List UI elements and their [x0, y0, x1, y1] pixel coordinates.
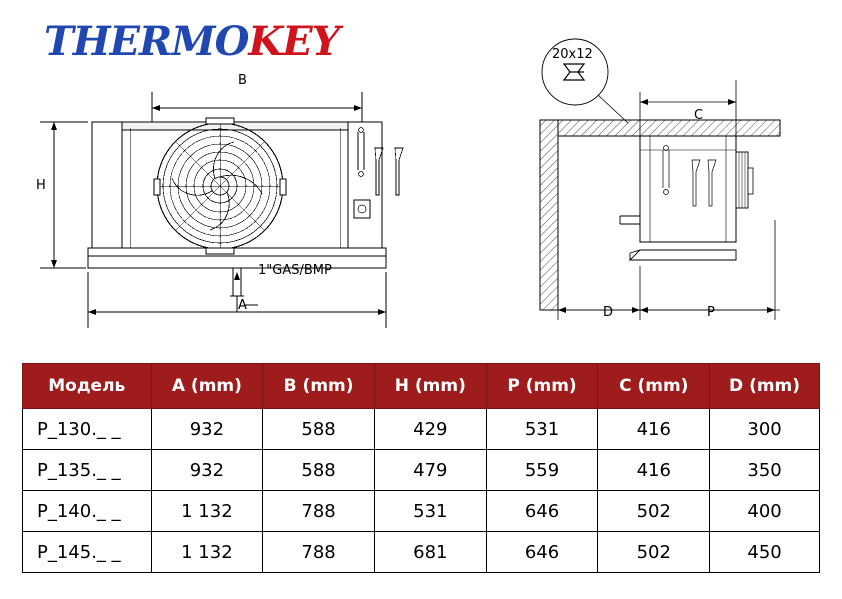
column-header-h: H (mm) [374, 364, 486, 409]
cell-c: 502 [598, 491, 710, 532]
cell-h: 429 [374, 409, 486, 450]
dimension-label-d: D [603, 305, 614, 320]
side-view-svg [510, 20, 840, 350]
table-header-row [23, 364, 820, 409]
detail-label-20x12: 20x12 [552, 47, 593, 62]
column-header-d: D (mm) [710, 364, 820, 409]
cell-d: 400 [710, 491, 820, 532]
cell-a: 932 [151, 450, 263, 491]
cell-p: 646 [486, 491, 598, 532]
cell-c: 416 [598, 450, 710, 491]
cell-b: 588 [263, 450, 375, 491]
column-header-c: C (mm) [598, 364, 710, 409]
logo-key-text: KEY [248, 18, 340, 65]
table-row [23, 409, 820, 450]
dimension-label-a: A [238, 298, 247, 313]
column-header-b: B (mm) [263, 364, 375, 409]
table-row [23, 450, 820, 491]
cell-d: 450 [710, 532, 820, 573]
column-header-p: P (mm) [486, 364, 598, 409]
column-header-a: A (mm) [151, 364, 263, 409]
gas-connection-label: 1"GAS/BMP [258, 263, 332, 278]
cell-h: 531 [374, 491, 486, 532]
cell-b: 588 [263, 409, 375, 450]
table-row [23, 532, 820, 573]
cell-h: 479 [374, 450, 486, 491]
cell-d: 300 [710, 409, 820, 450]
cell-b: 788 [263, 532, 375, 573]
cell-p: 646 [486, 532, 598, 573]
specification-table [22, 363, 820, 573]
dimension-label-c: C [694, 108, 704, 123]
cell-a: 1 132 [151, 491, 263, 532]
brand-logo [44, 18, 339, 65]
cell-h: 681 [374, 532, 486, 573]
cell-model: P_145._ _ [23, 532, 152, 573]
front-view-svg [30, 60, 450, 390]
cell-c: 416 [598, 409, 710, 450]
cell-p: 559 [486, 450, 598, 491]
cell-c: 502 [598, 532, 710, 573]
dimension-label-p: P [707, 305, 715, 320]
cell-a: 932 [151, 409, 263, 450]
dimension-label-h: H [36, 178, 46, 193]
cell-d: 350 [710, 450, 820, 491]
cell-model: P_140._ _ [23, 491, 152, 532]
cell-b: 788 [263, 491, 375, 532]
cell-p: 531 [486, 409, 598, 450]
cell-model: P_135._ _ [23, 450, 152, 491]
cell-a: 1 132 [151, 532, 263, 573]
cell-model: P_130._ _ [23, 409, 152, 450]
table-row [23, 491, 820, 532]
column-header-model: Модель [23, 364, 152, 409]
dimension-label-b: B [238, 73, 247, 88]
logo-thermo-text: THERMO [44, 18, 249, 65]
